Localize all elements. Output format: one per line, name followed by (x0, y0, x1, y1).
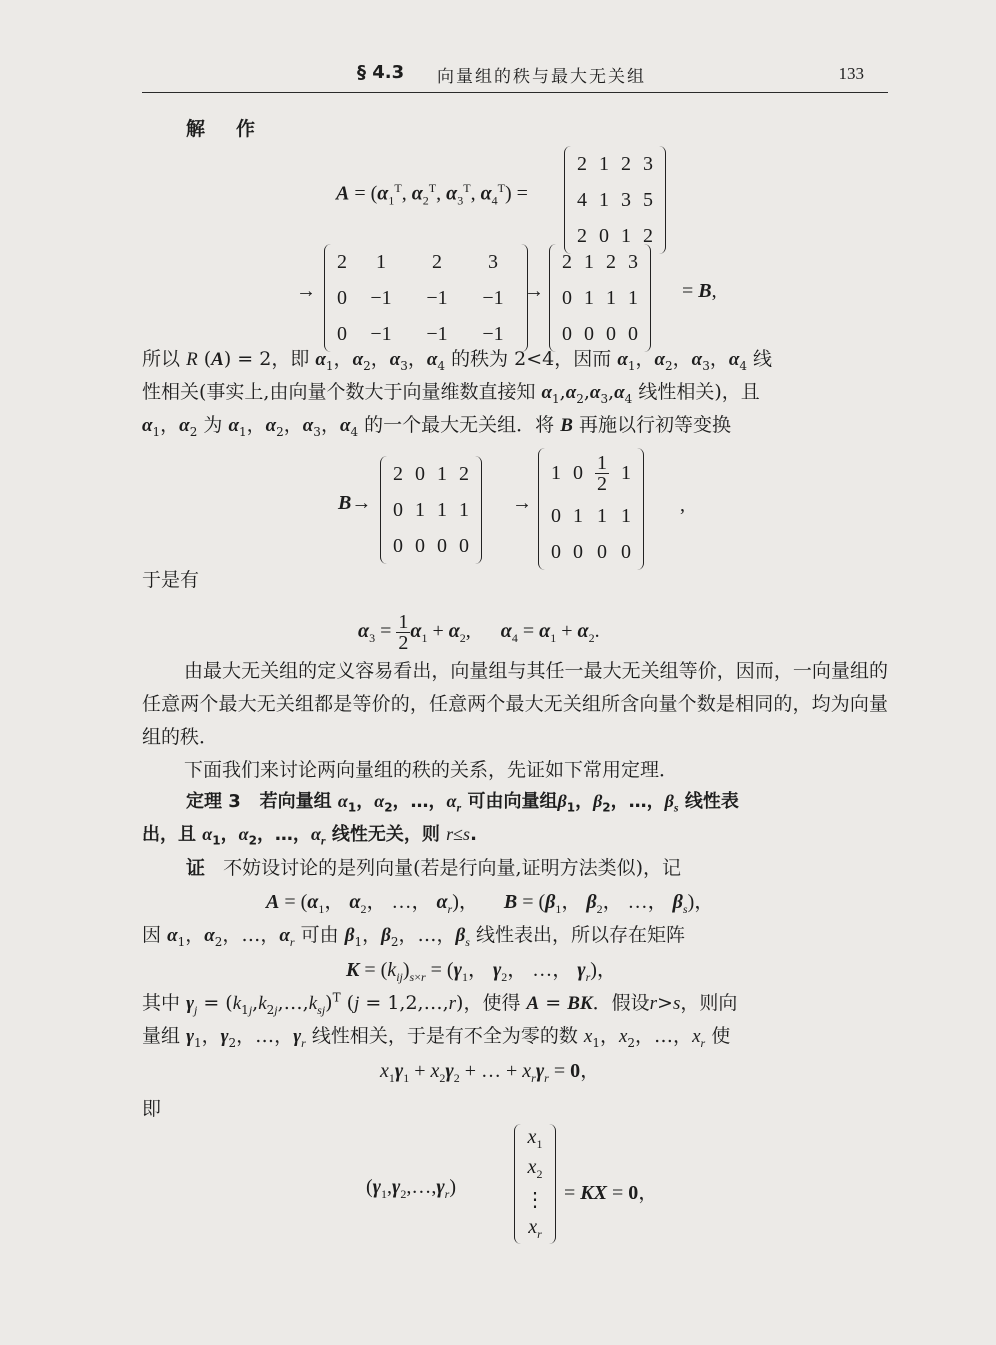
equation-A-B-columns: $A = (\alpha_1$， $\alpha_2$， …， $\alpha_r$)， $B = (\beta_1$， $\beta_2$， …， $\beta_s$)， (266, 891, 715, 916)
ji-label: 即 (142, 1098, 162, 1120)
equation-K: $K = (k_{ij})_{s\times r} = (\gamma_1$， $\gamma_2$， …， $\gamma_r$)， (346, 959, 617, 984)
arrow-3: → (512, 492, 532, 514)
proof-line2: 因 $\alpha_1$，$\alpha_2$，…，$\alpha_r$ 可由 $\beta_1$，$\beta_2$，…，$\beta_s$ 线性表出，所以存在矩阵 (142, 924, 685, 949)
paragraph-intro-theorem: 下面我们来讨论两向量组的秩的关系，先证如下常用定理． (184, 759, 679, 781)
yushi-label: 于是有 (142, 569, 200, 591)
vector-X: $x_1$ $x_2$ ⋮ $x_r$ (514, 1124, 556, 1244)
equals-KX-zero: = KX = 0， (564, 1182, 659, 1204)
theorem-3-line2: 出，且 $\alpha_1$，$\alpha_2$，…，$\alpha_r$ 线性无关，则 r≤s. (142, 824, 477, 848)
paragraph-max-independent: 由最大无关组的定义容易看出，向量组与其任一最大无关组等价，因而，一向量组的任意两个最大无关组都是等价的，任意两个最大无关组所含向量个数是相同的，均为向量组的秩． (142, 660, 888, 748)
comma-1: , (680, 494, 685, 516)
arrow-2: → (524, 280, 544, 302)
rank-statement-line1: 所以 R (A) = 2，即 $\alpha_1$，$\alpha_2$，$\alpha_3$，$\alpha_4$ 的秩为 2<4，因而 $\alpha_1$，$\alpha_2$，$\alpha_3$，$\alpha_4$ 线 (142, 348, 773, 373)
section-title: 向量组的秩与最大无关组 (437, 67, 646, 87)
equation-alpha3-alpha4: $\alpha_3$ = $\frac{1}{2}$ $\alpha_1 + \alpha_2$, $\alpha_4 = \alpha_1 + \alpha_2$. (358, 611, 600, 654)
equation-linear-combination: $x_1\gamma_1 + x_2\gamma_2$ + … + $x_r\gamma_r = 0$， (380, 1060, 601, 1085)
proof-line4: 量组 $\gamma_1$，$\gamma_2$，…，$\gamma_r$ 线性相关，于是有不全为零的数 $x_1$，$x_2$，…，$x_r$ 使 (142, 1025, 731, 1050)
page-number: 133 (838, 64, 864, 83)
theorem-3-line1: 定理 3 若向量组 $\alpha_1$，$\alpha_2$，…，$\alpha_r$ 可由向量组$\beta_1$，$\beta_2$，…，$\beta_s$ 线性表 (186, 791, 739, 815)
matrix-B: 2 0 1 2 0 1 1 1 0 0 0 0 (380, 456, 482, 564)
section-number: § 4.3 (357, 62, 405, 83)
matrix-A: 2 1 2 3 4 1 3 5 2 0 1 2 (564, 146, 666, 254)
rank-statement-line2: 性相关(事实上,由向量个数大于向量维数直接知 $\alpha_1,\alpha_2,\alpha_3,\alpha_4$ 线性相关)，且 (142, 381, 760, 406)
equals-B: = B, (682, 280, 717, 302)
running-header (142, 58, 888, 93)
solution-label: 解 作 (186, 118, 262, 140)
matrix-step1: 2 1 2 3 0 −1 −1 −1 0 −1 −1 −1 (324, 244, 528, 352)
rank-statement-line3: $\alpha_1$，$\alpha_2$ 为 $\alpha_1$，$\alpha_2$，$\alpha_3$，$\alpha_4$ 的一个最大无关组．将 B 再施以行初等变换 (142, 414, 731, 439)
matrix-step2: 2 1 2 3 0 1 1 1 0 0 0 0 (549, 244, 651, 352)
proof-line3: 其中 $\gamma_j$ = $(k_{1j},k_{2j},\dots,k_{sj})^T$ (j = 1,2,…,r)，使得 A = BK．假设r>s，则向 (142, 990, 738, 1017)
equation-A-definition: $A = (\alpha_1^T$, $\alpha_2^T$, $\alpha_3^T$, $\alpha_4^T$) = (336, 181, 528, 208)
gamma-tuple: $(\gamma_1,\gamma_2,\dots,\gamma_r)$ (366, 1176, 456, 1201)
arrow-1: → (296, 280, 316, 302)
matrix-reduced: 1 0 $\frac{1}{2}$ 1 0 1 1 1 0 0 0 0 (538, 448, 644, 570)
B-arrow: B→ (338, 492, 372, 514)
proof-line1: 证 不妨设讨论的是列向量(若是行向量,证明方法类似)，记 (186, 857, 682, 879)
